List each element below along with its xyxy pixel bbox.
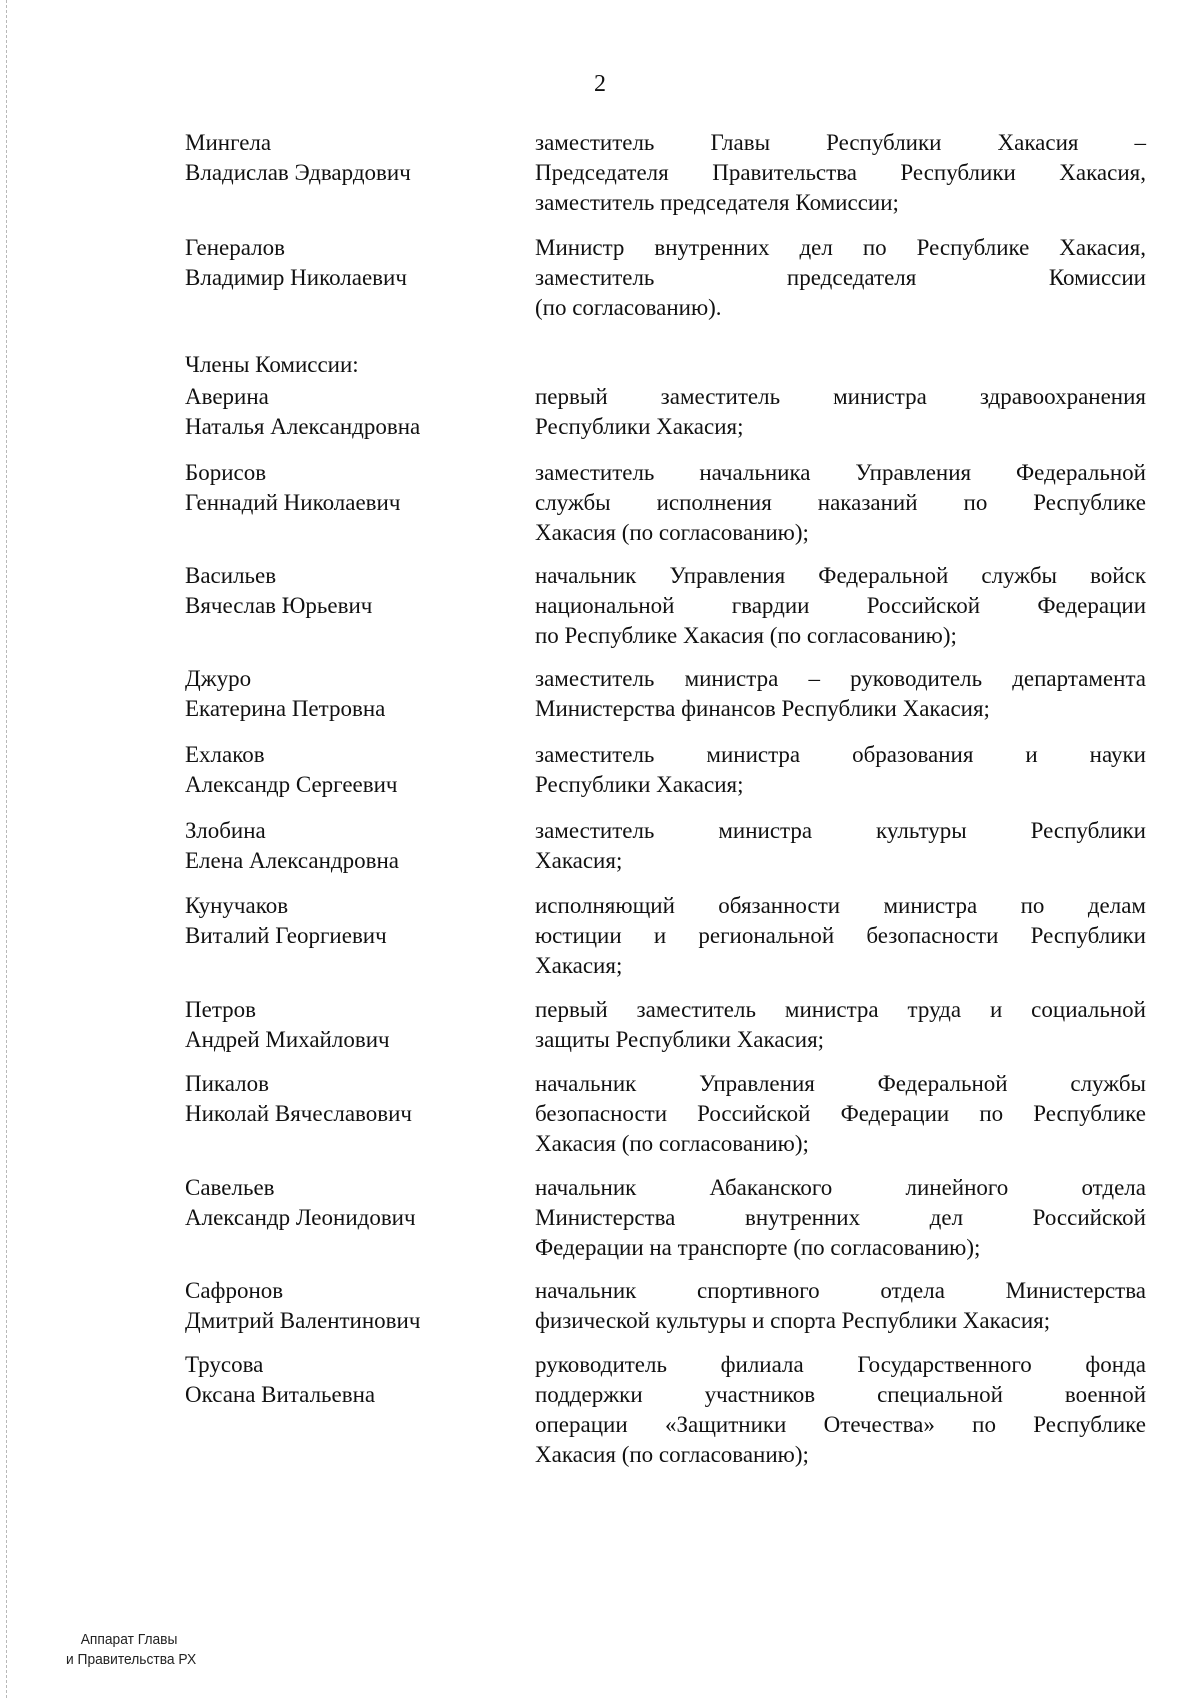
- person-role: [535, 740, 1146, 800]
- person-surname: Савельев: [185, 1175, 275, 1200]
- person-role: [535, 995, 1146, 1055]
- person-name: [185, 995, 515, 1055]
- person-given-names: Владимир Николаевич: [185, 265, 407, 290]
- role-line: заместитель председателя Комиссии: [535, 265, 1146, 290]
- role-line: Республики Хакасия;: [535, 414, 744, 439]
- person-given-names: Александр Сергеевич: [185, 772, 398, 797]
- page-number: 2: [594, 71, 606, 97]
- role-line: заместитель министра – руководитель департамента: [535, 666, 1146, 691]
- person-role: [535, 1069, 1146, 1159]
- role-line: руководитель филиала Государственного фонда: [535, 1352, 1146, 1377]
- person-surname: Ехлаков: [185, 742, 265, 767]
- person-given-names: Владислав Эдвардович: [185, 160, 411, 185]
- person-role: [535, 816, 1146, 876]
- person-role: [535, 382, 1146, 442]
- scan-edge-line: [6, 0, 7, 1698]
- person-name: [185, 1350, 515, 1410]
- role-line: Председателя Правительства Республики Хакасия,: [535, 160, 1146, 185]
- person-surname: Генералов: [185, 235, 286, 260]
- person-given-names: Наталья Александровна: [185, 414, 421, 439]
- role-line: первый заместитель министра труда и социальной: [535, 997, 1146, 1022]
- person-role: [535, 561, 1146, 651]
- role-line: заместитель председателя Комиссии;: [535, 190, 899, 215]
- role-line: начальник Абаканского линейного отдела: [535, 1175, 1146, 1200]
- person-surname: Пикалов: [185, 1071, 269, 1096]
- role-line: по Республике Хакасия (по согласованию);: [535, 623, 957, 648]
- office-stamp: [66, 1630, 196, 1670]
- person-role: [535, 1350, 1146, 1470]
- role-line: Хакасия;: [535, 953, 623, 978]
- role-line: национальной гвардии Российской Федерации: [535, 593, 1146, 618]
- person-name: [185, 740, 515, 800]
- person-name: [185, 1276, 515, 1336]
- person-name: [185, 1069, 515, 1129]
- person-surname: Петров: [185, 997, 257, 1022]
- person-role: [535, 1276, 1146, 1336]
- members-heading: Члены Комиссии:: [185, 352, 359, 377]
- person-given-names: Александр Леонидович: [185, 1205, 416, 1230]
- person-name: [185, 128, 515, 188]
- role-line: Федерации на транспорте (по согласованию);: [535, 1235, 981, 1260]
- person-surname: Аверина: [185, 384, 269, 409]
- role-line: заместитель начальника Управления Федеральной: [535, 460, 1146, 485]
- role-line: заместитель министра культуры Республики: [535, 818, 1146, 843]
- person-given-names: Дмитрий Валентинович: [185, 1308, 421, 1333]
- role-line: начальник Управления Федеральной службы: [535, 1071, 1146, 1096]
- person-surname: Сафронов: [185, 1278, 284, 1303]
- person-role: [535, 233, 1146, 323]
- person-given-names: Вячеслав Юрьевич: [185, 593, 373, 618]
- person-surname: Злобина: [185, 818, 266, 843]
- person-surname: Кунучаков: [185, 893, 289, 918]
- role-line: Министр внутренних дел по Республике Хакасия,: [535, 235, 1146, 260]
- person-role: [535, 128, 1146, 218]
- role-line: Хакасия;: [535, 848, 623, 873]
- person-surname: Мингела: [185, 130, 272, 155]
- role-line: Хакасия (по согласованию);: [535, 520, 809, 545]
- person-given-names: Николай Вячеславович: [185, 1101, 412, 1126]
- person-given-names: Андрей Михайлович: [185, 1027, 390, 1052]
- role-line: физической культуры и спорта Республики Хакасия;: [535, 1308, 1051, 1333]
- role-line: первый заместитель министра здравоохранения: [535, 384, 1146, 409]
- person-given-names: Оксана Витальевна: [185, 1382, 376, 1407]
- role-line: службы исполнения наказаний по Республике: [535, 490, 1146, 515]
- person-role: [535, 1173, 1146, 1263]
- person-role: [535, 664, 1146, 724]
- person-given-names: Виталий Георгиевич: [185, 923, 387, 948]
- person-surname: Борисов: [185, 460, 267, 485]
- role-line: Хакасия (по согласованию);: [535, 1442, 809, 1467]
- person-given-names: Геннадий Николаевич: [185, 490, 401, 515]
- role-line: заместитель Главы Республики Хакасия –: [535, 130, 1146, 155]
- person-name: [185, 1173, 515, 1233]
- person-name: [185, 561, 515, 621]
- stamp-line: и Правительства РХ: [66, 1651, 197, 1668]
- person-name: [185, 233, 515, 293]
- role-line: Министерства финансов Республики Хакасия;: [535, 696, 990, 721]
- role-line: заместитель министра образования и науки: [535, 742, 1146, 767]
- role-line: поддержки участников специальной военной: [535, 1382, 1146, 1407]
- role-line: защиты Республики Хакасия;: [535, 1027, 825, 1052]
- person-given-names: Елена Александровна: [185, 848, 399, 873]
- role-line: юстиции и региональной безопасности Республики: [535, 923, 1146, 948]
- person-name: [185, 382, 515, 442]
- role-line: начальник спортивного отдела Министерства: [535, 1278, 1146, 1303]
- person-surname: Трусова: [185, 1352, 264, 1377]
- role-line: безопасности Российской Федерации по Республике: [535, 1101, 1146, 1126]
- stamp-line: Аппарат Главы: [80, 1631, 178, 1648]
- role-line: Республики Хакасия;: [535, 772, 744, 797]
- role-line: Министерства внутренних дел Российской: [535, 1205, 1146, 1230]
- role-line: исполняющий обязанности министра по делам: [535, 893, 1146, 918]
- person-name: [185, 891, 515, 951]
- person-surname: Джуро: [185, 666, 252, 691]
- person-role: [535, 458, 1146, 548]
- person-name: [185, 458, 515, 518]
- person-surname: Васильев: [185, 563, 277, 588]
- role-line: начальник Управления Федеральной службы войск: [535, 563, 1146, 588]
- person-role: [535, 891, 1146, 981]
- role-line: (по согласованию).: [535, 295, 722, 320]
- person-name: [185, 816, 515, 876]
- person-name: [185, 664, 515, 724]
- person-given-names: Екатерина Петровна: [185, 696, 386, 721]
- role-line: операции «Защитники Отечества» по Республике: [535, 1412, 1146, 1437]
- role-line: Хакасия (по согласованию);: [535, 1131, 809, 1156]
